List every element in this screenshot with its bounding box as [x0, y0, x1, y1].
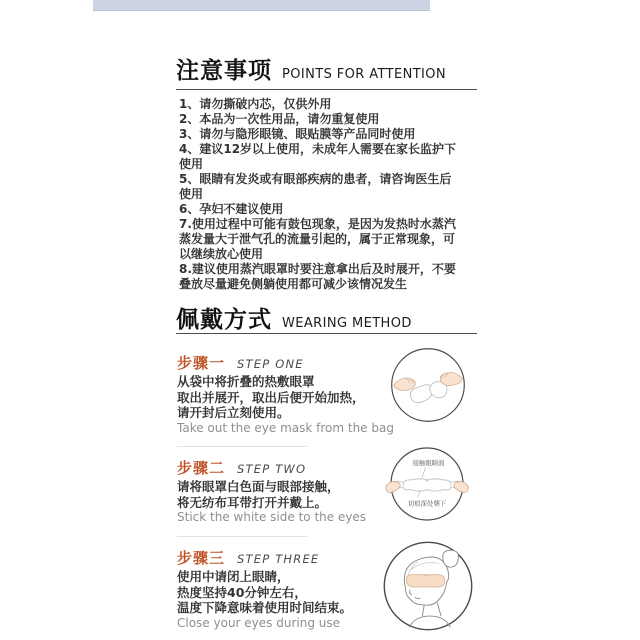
step-divider [177, 446, 307, 447]
step-one-caption: Take out the eye mask from the bag [177, 421, 394, 435]
woman-wearing-mask-icon [381, 539, 475, 633]
step-one-line: 从袋中将折叠的热敷眼罩 [177, 374, 315, 389]
attention-section-header [176, 52, 446, 85]
step-two-wear-mask-illustration [387, 444, 467, 524]
step-three-header [177, 547, 319, 568]
step-two-line: 将无纺布耳带打开并戴上。 [177, 494, 328, 510]
step-one-label-zh: 步骤一 [177, 354, 226, 372]
step-two-text [177, 479, 340, 510]
unfold-mask-icon [389, 346, 467, 424]
step-three-label-en: STEP THREE [237, 552, 320, 566]
attention-title-en: POINTS FOR ATTENTION [282, 67, 447, 82]
step-two-label-zh: 步骤二 [177, 459, 226, 477]
step-three-caption: Close your eyes during use [177, 616, 341, 630]
cut-side-down-label: 切痕深处朝下 [407, 499, 447, 508]
wearing-title-zh: 佩戴方式 [176, 307, 272, 333]
wearing-title-en: WEARING METHOD [282, 316, 412, 331]
step-three-text [177, 569, 352, 616]
step-two-label-en: STEP TWO [237, 462, 307, 476]
step-three-label-zh: 步骤三 [177, 549, 226, 567]
stretch-mask-icon [387, 444, 467, 524]
step-one-unfold-mask-illustration [389, 346, 467, 424]
step-one-label-en: STEP ONE [237, 357, 304, 371]
step-three-line: 温度下降意味着使用时间结束。 [177, 600, 353, 615]
attention-item: 4、建议12岁以上使用，未成年人需要在家长监护下使用 [179, 142, 457, 171]
step-one-text [177, 374, 365, 421]
step-one-line: 请开封后立刻使用。 [177, 405, 290, 420]
step-three-line: 使用中请闭上眼睛， [177, 569, 290, 584]
step-one-line: 取出并展开，取出后便开始加热， [177, 389, 365, 405]
attention-item: 8.建议使用蒸汽眼罩时要注意拿出后及时展开，不要叠放尽量避免侧躺使用都可减少该情况发生 [179, 262, 456, 291]
step-three-line: 热度坚持40分钟左右， [177, 584, 307, 600]
step-two-header [177, 457, 306, 478]
attention-item: 3、请勿与隐形眼镜、眼贴膜等产品同时使用 [179, 127, 416, 141]
top-edge-bar [93, 0, 430, 11]
attention-header-rule [176, 89, 477, 90]
attention-item: 7.使用过程中可能有鼓包现象，是因为发热时水蒸汽蒸发量大于泄气孔的流量引起的，属于正常现象，可以继续放心使用 [179, 217, 456, 261]
attention-item: 2、本品为一次性用品，请勿重复使用 [179, 112, 380, 126]
attention-item: 6、孕妇不建议使用 [179, 202, 284, 216]
attention-item: 1、请勿撕破内芯，仅供外用 [179, 97, 332, 111]
step-two-line: 请将眼罩白色面与眼部接触， [177, 479, 340, 494]
attention-list [179, 97, 463, 292]
touch-eye-side-label: 接触眼睛面 [412, 458, 445, 467]
attention-title-zh: 注意事项 [176, 58, 272, 84]
step-two-caption: Stick the white side to the eyes [177, 510, 367, 524]
wearing-header-rule [176, 333, 477, 334]
step-one-header [177, 352, 304, 373]
attention-item: 5、眼睛有发炎或有眼部疾病的患者，请咨询医生后使用 [179, 172, 452, 201]
step-three-closed-eyes-illustration [381, 539, 475, 633]
step-divider [177, 536, 307, 537]
wearing-section-header [176, 301, 412, 334]
